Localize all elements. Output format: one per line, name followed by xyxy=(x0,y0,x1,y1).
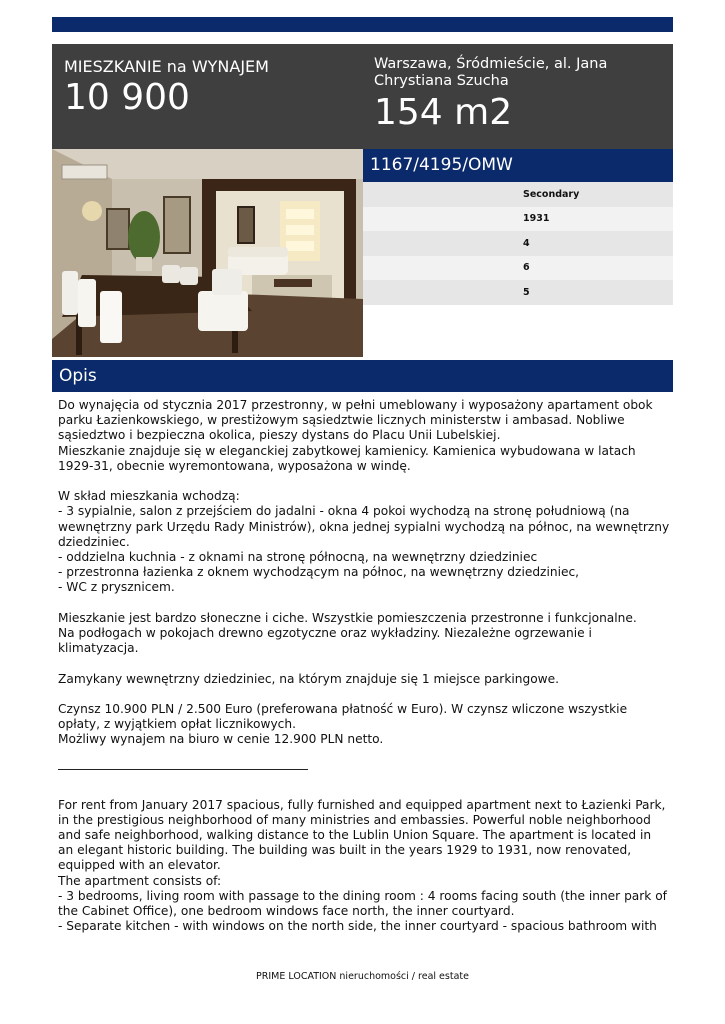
listing-address: Warszawa, Śródmieście, al. Jana Chrystiana Szucha xyxy=(374,56,608,89)
details-table xyxy=(363,182,673,305)
header-left xyxy=(64,57,354,119)
listing-header xyxy=(52,44,673,149)
detail-row-floors: 6 xyxy=(363,256,673,281)
description-block xyxy=(58,398,670,935)
top-accent-bar xyxy=(52,17,673,32)
reference-number: 1167/4195/OMW xyxy=(363,149,673,182)
detail-row-rooms: 4 xyxy=(363,231,673,256)
detail-row-floor: 5 xyxy=(363,280,673,305)
apartment-photo xyxy=(52,149,363,357)
listing-area: 154 m2 xyxy=(374,92,513,133)
section-title-description: Opis xyxy=(52,360,673,392)
detail-row-market: Secondary xyxy=(363,182,673,207)
description-polish: Do wynajęcia od stycznia 2017 przestronny, w pełni umeblowany i wyposażony apartament obok parku Łazienkowskiego, w prestiżowym sąsiedztwie licznych ministerstw i ambasad. Nobliwe sąsiedztwo i bezpieczna okolica, pieszy dystans do Placu Unii Lubelskiej. Mieszkanie znajduje się w eleganckiej zabytkowej kamienicy. Kamienica wybudowana w latach 1929-31, obecnie wyremontowana, wyposażona w windę. W skład mieszkania wchodzą: - 3 sypialnie, salon z przejściem do jadalni - okna 4 pokoi wychodzą na stronę południową (na wewnętrzny park Urzędu Rady Ministrów), okna jednej sypialni wychodzą na północ, na wewnętrzny dziedziniec. - oddzielna kuchnia - z oknami na stronę północną, na wewnętrzny dziedziniec - przestronna łazienka z oknem wychodzącym na północ, na wewnętrzny dziedziniec, - WC z prysznicem. Mieszkanie jest bardzo słoneczne i ciche. Wszystkie pomieszczenia przestronne i funkcjonalne. Na podłogach w pokojach drewno egzotyczne oraz wykładziny. Niezależne ogrzewanie i klimatyzacja. Zamykany wewnętrzny dziedziniec, na którym znajduje się 1 miejsce parkingowe. Czynsz 10.900 PLN / 2.500 Euro (preferowana płatność w Euro). W czynsz wliczone wszystkie opłaty, z wyjątkiem opłat licznikowych. Możliwy wynajem na biuro w cenie 12.900 PLN netto. xyxy=(58,398,670,747)
description-english: For rent from January 2017 spacious, fully furnished and equipped apartment next to Łazienki Park, in the prestigious neighborhood of many ministries and embassies. Powerful noble neighborhood and safe neighborhood, walking distance to the Lublin Union Square. The apartment is located in an elegant historic building. The building was built in the years 1929 to 1931, now renovated, equipped with an elevator. The apartment consists of: - 3 bedrooms, living room with passage to the dining room : 4 rooms facing south (the inner park of the Cabinet Office), one bedroom windows face north, the inner courtyard. - Separate kitchen - with windows on the north side, the inner courtyard - spacious bathroom with xyxy=(58,797,667,934)
header-right xyxy=(374,56,664,134)
detail-row-year-built: 1931 xyxy=(363,207,673,232)
page-footer: PRIME LOCATION nieruchomości / real estate xyxy=(256,971,469,982)
listing-type: MIESZKANIE na WYNAJEM xyxy=(64,57,269,76)
language-divider xyxy=(58,769,308,770)
listing-price: 10 900 xyxy=(64,77,190,118)
